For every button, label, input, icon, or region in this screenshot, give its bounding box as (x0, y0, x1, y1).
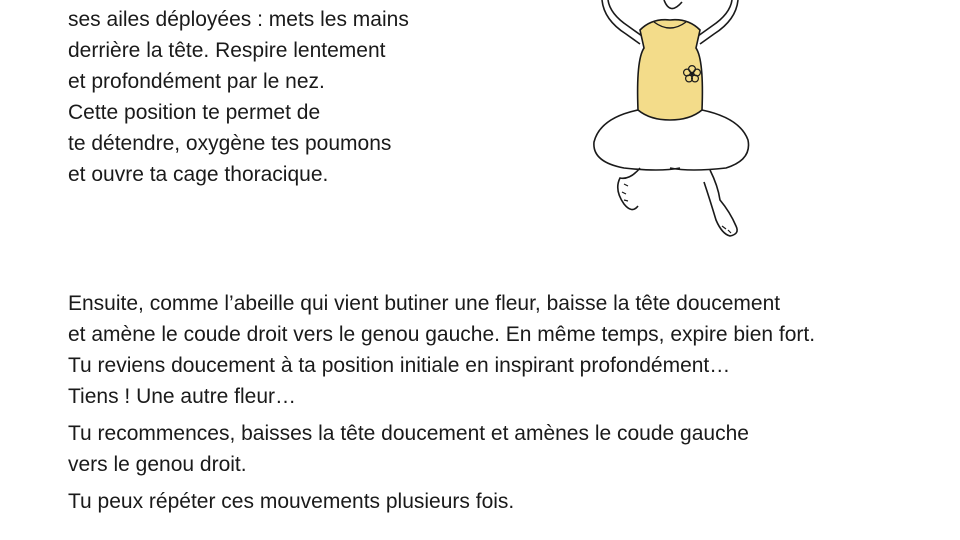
paragraph-line: Tu peux répéter ces mouvements plusieurs fois. (68, 490, 515, 513)
child-illustration-svg (580, 0, 760, 240)
intro-text (68, 4, 508, 190)
toes-left (622, 184, 628, 201)
paragraph-line: Tu reviens doucement à ta position initiale en inspirant profondément… (68, 354, 731, 377)
intro-line: derrière la tête. Respire lentement (68, 39, 386, 62)
paragraph-repeat-many (68, 486, 928, 517)
paragraph-line: Ensuite, comme l’abeille qui vient butiner une fleur, baisse la tête doucement (68, 292, 781, 315)
instructions-text (68, 288, 928, 523)
child-yoga-pose-illustration (580, 0, 760, 240)
left-foot (618, 168, 640, 210)
right-arm-inner (700, 0, 738, 44)
paragraph-line: vers le genou droit. (68, 453, 247, 476)
paragraph-line: Tiens ! Une autre fleur… (68, 385, 296, 408)
paragraph-repeat-left (68, 418, 928, 480)
intro-line: ses ailes déployées : mets les mains (68, 8, 409, 31)
chin (664, 0, 682, 9)
left-arm (608, 0, 642, 36)
left-arm-inner (602, 0, 640, 44)
right-foot (704, 170, 737, 236)
intro-line: te détendre, oxygène tes poumons (68, 132, 392, 155)
intro-line: et profondément par le nez. (68, 70, 325, 93)
paragraph-line: Tu recommences, baisses la tête doucement et amènes le coude gauche (68, 422, 749, 445)
intro-line: et ouvre ta cage thoracique. (68, 163, 329, 186)
paragraph-line: et amène le coude droit vers le genou gauche. En même temps, expire bien fort. (68, 323, 816, 346)
shirt (638, 20, 703, 120)
intro-line: Cette position te permet de (68, 101, 321, 124)
paragraph-bee (68, 288, 928, 412)
right-arm (698, 0, 732, 36)
